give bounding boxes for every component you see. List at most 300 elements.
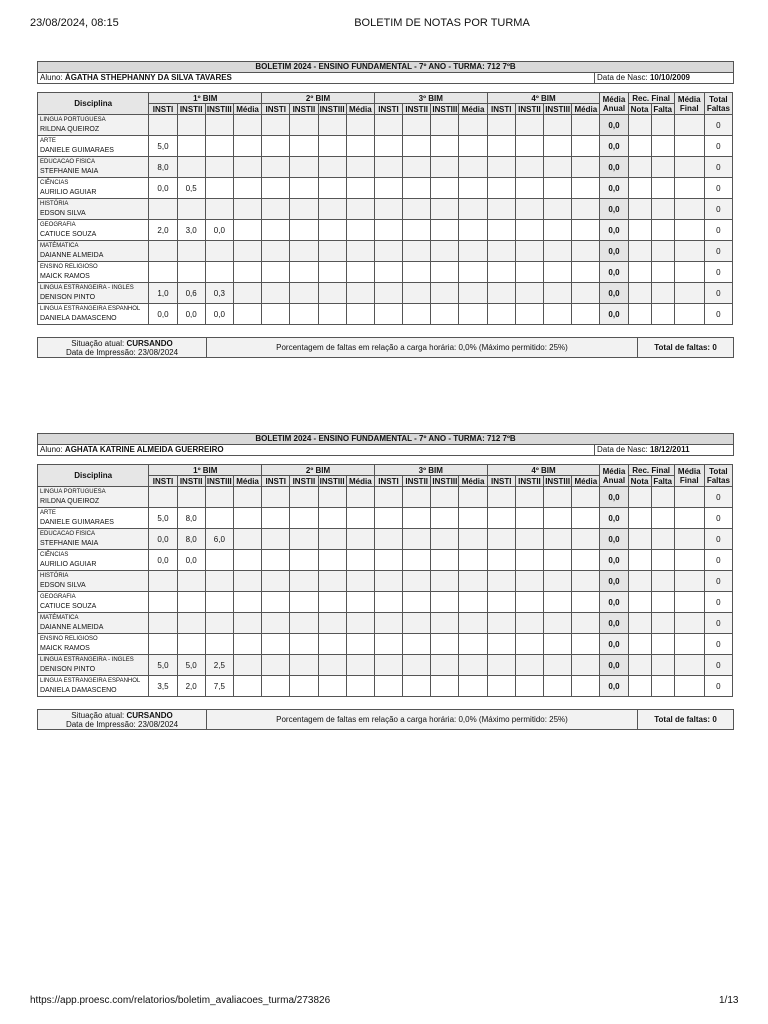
birth-date-label: Data de Nasc: bbox=[597, 445, 648, 454]
grade-cell bbox=[487, 178, 515, 199]
media-anual-line1: Média bbox=[602, 94, 626, 104]
report-info-table bbox=[37, 433, 734, 456]
teacher-name: EDSON SILVA bbox=[40, 582, 86, 589]
grade-cell bbox=[459, 613, 487, 634]
grade-cell: 5,0 bbox=[149, 136, 177, 157]
bim-media-cell bbox=[233, 241, 261, 262]
page-title: BOLETIM DE NOTAS POR TURMA bbox=[354, 17, 530, 29]
subject-row bbox=[38, 592, 733, 613]
media-final-line1: Média bbox=[677, 466, 701, 476]
grade-cell bbox=[374, 592, 402, 613]
teacher-name: DAIANNE ALMEIDA bbox=[40, 624, 104, 631]
footer-page-number: 1/13 bbox=[719, 995, 739, 1006]
bim-media-cell bbox=[233, 487, 261, 508]
grade-cell: 8,0 bbox=[177, 529, 205, 550]
subject-row bbox=[38, 571, 733, 592]
grade-cell bbox=[515, 634, 543, 655]
grade-cell bbox=[318, 529, 346, 550]
media-final-cell bbox=[674, 613, 704, 634]
column-header-disciplina: Disciplina bbox=[38, 465, 149, 487]
column-header-sub: INSTIII bbox=[545, 104, 571, 114]
grade-cell bbox=[515, 613, 543, 634]
subject-cell bbox=[38, 115, 149, 136]
media-final-cell bbox=[674, 634, 704, 655]
grade-cell bbox=[318, 613, 346, 634]
grade-cell: 0,0 bbox=[149, 550, 177, 571]
total-faltas-cell: 0 bbox=[704, 115, 732, 136]
grade-cell bbox=[346, 655, 374, 676]
grade-cell: 5,0 bbox=[177, 655, 205, 676]
grade-cell bbox=[346, 529, 374, 550]
rec-falta-cell bbox=[651, 283, 674, 304]
grade-cell bbox=[205, 487, 233, 508]
teacher-name: CATIUCE SOUZA bbox=[40, 603, 97, 610]
teacher-name: DANIELE GUIMARAES bbox=[40, 147, 114, 154]
rec-falta-cell bbox=[651, 634, 674, 655]
total-faltas-cell: 0 bbox=[704, 529, 732, 550]
footer-url: https://app.proesc.com/relatorios/boletim_avaliacoes_turma/273826 bbox=[30, 995, 331, 1006]
rec-falta-cell bbox=[651, 157, 674, 178]
grades-table bbox=[37, 92, 733, 325]
subject-cell bbox=[38, 157, 149, 178]
subject-cell bbox=[38, 676, 149, 697]
subject-row bbox=[38, 487, 733, 508]
grade-cell bbox=[318, 241, 346, 262]
status-value: CURSANDO bbox=[126, 710, 173, 720]
grade-cell: 0,0 bbox=[149, 529, 177, 550]
grade-cell bbox=[459, 178, 487, 199]
media-anual-cell: 0,0 bbox=[600, 676, 628, 697]
birth-date: 18/12/2011 bbox=[649, 445, 690, 454]
column-header-sub: INSTII bbox=[403, 104, 431, 115]
column-header-rec-final: Rec. Final bbox=[628, 93, 674, 104]
subject-name: LINGUA PORTUGUESA bbox=[40, 489, 106, 495]
grade-cell bbox=[431, 262, 459, 283]
column-header-bimestre: 3º BIM bbox=[374, 93, 487, 104]
grade-cell bbox=[374, 529, 402, 550]
total-faltas-cell: 0 bbox=[704, 613, 732, 634]
grade-cell bbox=[374, 676, 402, 697]
grade-cell bbox=[262, 178, 290, 199]
rec-nota-cell bbox=[628, 115, 651, 136]
column-header-sub: Média bbox=[572, 104, 600, 115]
grade-cell bbox=[205, 241, 233, 262]
grade-cell bbox=[515, 592, 543, 613]
grade-cell bbox=[149, 241, 177, 262]
rec-falta-cell bbox=[651, 220, 674, 241]
grade-cell bbox=[262, 283, 290, 304]
grade-cell bbox=[572, 487, 600, 508]
grade-cell bbox=[149, 199, 177, 220]
grade-cell bbox=[318, 136, 346, 157]
total-absences-cell bbox=[638, 710, 734, 730]
bim-media-cell bbox=[233, 178, 261, 199]
subject-name: EDUCACAO FISICA bbox=[40, 531, 96, 537]
grade-cell bbox=[290, 613, 318, 634]
subject-cell bbox=[38, 634, 149, 655]
grade-cell bbox=[177, 241, 205, 262]
birth-date-cell bbox=[595, 73, 734, 84]
bim-media-cell bbox=[233, 550, 261, 571]
column-header-sub: INSTI bbox=[262, 104, 290, 115]
media-anual-cell: 0,0 bbox=[600, 262, 628, 283]
media-anual-line1: Média bbox=[602, 466, 626, 476]
column-header-sub: INSTI bbox=[149, 104, 177, 115]
grade-cell: 0,0 bbox=[177, 550, 205, 571]
grade-cell bbox=[318, 550, 346, 571]
grade-cell bbox=[318, 655, 346, 676]
grade-cell bbox=[290, 508, 318, 529]
grade-cell bbox=[515, 157, 543, 178]
grade-cell bbox=[515, 115, 543, 136]
teacher-name: MAICK RAMOS bbox=[40, 273, 90, 280]
teacher-name: AURILIO AGUIAR bbox=[40, 561, 97, 568]
grade-cell bbox=[177, 571, 205, 592]
rec-falta-cell bbox=[651, 199, 674, 220]
grade-cell bbox=[262, 157, 290, 178]
grade-cell bbox=[487, 571, 515, 592]
grade-cell: 7,5 bbox=[205, 676, 233, 697]
total-faltas-cell: 0 bbox=[704, 262, 732, 283]
grade-cell bbox=[572, 283, 600, 304]
grade-cell bbox=[459, 508, 487, 529]
media-final-cell bbox=[674, 571, 704, 592]
column-header-sub: INSTI bbox=[149, 476, 177, 487]
rec-falta-cell bbox=[651, 550, 674, 571]
subject-name: MATÉMATICA bbox=[40, 615, 79, 621]
grade-cell bbox=[262, 634, 290, 655]
grade-cell bbox=[515, 241, 543, 262]
grade-cell bbox=[262, 262, 290, 283]
grade-cell bbox=[374, 304, 402, 325]
grade-cell bbox=[262, 220, 290, 241]
grade-cell bbox=[403, 136, 431, 157]
grade-cell bbox=[346, 487, 374, 508]
column-header-bimestre: 2º BIM bbox=[262, 465, 375, 476]
subject-cell bbox=[38, 529, 149, 550]
media-anual-cell: 0,0 bbox=[600, 571, 628, 592]
grade-cell bbox=[149, 487, 177, 508]
grade-cell bbox=[403, 283, 431, 304]
teacher-name: DANIELA DAMASCENO bbox=[40, 315, 117, 322]
rec-nota-cell bbox=[628, 550, 651, 571]
grade-cell bbox=[544, 634, 572, 655]
grade-cell bbox=[346, 304, 374, 325]
subject-row bbox=[38, 508, 733, 529]
bim-media-cell bbox=[233, 592, 261, 613]
rec-nota-cell bbox=[628, 241, 651, 262]
rec-falta-cell bbox=[651, 655, 674, 676]
absence-percentage-text: Porcentagem de faltas em relação a carga horária: 0,0% (Máximo permitido: 25%) bbox=[207, 710, 638, 730]
rec-nota-cell bbox=[628, 676, 651, 697]
grade-cell bbox=[346, 241, 374, 262]
grade-cell bbox=[374, 283, 402, 304]
media-anual-cell: 0,0 bbox=[600, 199, 628, 220]
media-anual-cell: 0,0 bbox=[600, 550, 628, 571]
grade-cell bbox=[290, 220, 318, 241]
column-header-sub: INSTII bbox=[515, 476, 543, 487]
column-header-sub: INSTIII bbox=[319, 476, 345, 486]
total-absences-label: Total de faltas: bbox=[654, 715, 711, 724]
subject-name: ARTE bbox=[40, 510, 56, 516]
teacher-name: CATIUCE SOUZA bbox=[40, 231, 97, 238]
bim-media-cell bbox=[233, 136, 261, 157]
total-faltas-cell: 0 bbox=[704, 283, 732, 304]
grade-cell bbox=[459, 655, 487, 676]
grade-cell bbox=[290, 655, 318, 676]
grade-cell bbox=[572, 136, 600, 157]
grade-cell bbox=[403, 655, 431, 676]
grade-cell bbox=[544, 571, 572, 592]
rec-nota-cell bbox=[628, 529, 651, 550]
grade-cell bbox=[149, 571, 177, 592]
grade-cell bbox=[262, 136, 290, 157]
column-header-media-final bbox=[674, 465, 704, 487]
subject-row bbox=[38, 115, 733, 136]
grade-cell bbox=[205, 571, 233, 592]
grade-cell bbox=[262, 241, 290, 262]
status-table bbox=[37, 337, 734, 358]
grade-cell bbox=[374, 220, 402, 241]
media-final-line1: Média bbox=[677, 94, 701, 104]
student-name-cell bbox=[38, 73, 595, 84]
grade-cell bbox=[149, 634, 177, 655]
total-faltas-cell: 0 bbox=[704, 157, 732, 178]
grade-cell bbox=[544, 508, 572, 529]
subject-cell bbox=[38, 178, 149, 199]
grade-cell bbox=[403, 571, 431, 592]
rec-falta-cell bbox=[651, 676, 674, 697]
media-anual-cell: 0,0 bbox=[600, 529, 628, 550]
subject-cell bbox=[38, 136, 149, 157]
column-header-sub: INSTII bbox=[515, 104, 543, 115]
subject-cell bbox=[38, 199, 149, 220]
grade-cell bbox=[572, 592, 600, 613]
media-anual-cell: 0,0 bbox=[600, 115, 628, 136]
grade-cell bbox=[487, 136, 515, 157]
bim-media-cell bbox=[233, 115, 261, 136]
grade-cell bbox=[290, 283, 318, 304]
grade-cell bbox=[487, 115, 515, 136]
grade-cell bbox=[318, 178, 346, 199]
teacher-name: AURILIO AGUIAR bbox=[40, 189, 97, 196]
total-faltas-cell: 0 bbox=[704, 550, 732, 571]
grade-cell bbox=[515, 550, 543, 571]
grade-cell bbox=[572, 115, 600, 136]
grade-cell bbox=[572, 178, 600, 199]
grade-cell bbox=[290, 199, 318, 220]
grade-cell bbox=[544, 241, 572, 262]
grade-cell bbox=[403, 592, 431, 613]
grade-cell bbox=[318, 199, 346, 220]
subject-cell bbox=[38, 487, 149, 508]
total-faltas-cell: 0 bbox=[704, 676, 732, 697]
grade-cell bbox=[431, 550, 459, 571]
subject-cell bbox=[38, 613, 149, 634]
grade-cell bbox=[572, 508, 600, 529]
bim-media-cell bbox=[233, 220, 261, 241]
grade-cell bbox=[374, 634, 402, 655]
total-faltas-cell: 0 bbox=[704, 220, 732, 241]
grade-cell bbox=[459, 676, 487, 697]
grade-cell: 8,0 bbox=[149, 157, 177, 178]
media-final-cell bbox=[674, 157, 704, 178]
grade-cell bbox=[346, 676, 374, 697]
media-anual-cell: 0,0 bbox=[600, 283, 628, 304]
subject-row bbox=[38, 655, 733, 676]
grade-cell bbox=[544, 655, 572, 676]
media-final-line2: Final bbox=[679, 475, 699, 485]
grade-cell bbox=[318, 262, 346, 283]
grade-cell bbox=[205, 262, 233, 283]
grade-cell bbox=[544, 550, 572, 571]
subject-name: ARTE bbox=[40, 138, 56, 144]
rec-falta-cell bbox=[651, 136, 674, 157]
grade-cell bbox=[431, 529, 459, 550]
grade-cell bbox=[515, 220, 543, 241]
grade-cell bbox=[515, 655, 543, 676]
grade-cell bbox=[346, 136, 374, 157]
grade-cell bbox=[544, 262, 572, 283]
grade-cell bbox=[572, 241, 600, 262]
grade-cell bbox=[318, 283, 346, 304]
grade-cell bbox=[374, 262, 402, 283]
grade-cell bbox=[431, 508, 459, 529]
total-faltas-cell: 0 bbox=[704, 136, 732, 157]
grade-cell bbox=[515, 199, 543, 220]
grade-cell bbox=[346, 262, 374, 283]
grade-cell bbox=[431, 199, 459, 220]
grade-cell bbox=[459, 634, 487, 655]
subject-cell bbox=[38, 283, 149, 304]
rec-falta-cell bbox=[651, 178, 674, 199]
grade-cell: 0,0 bbox=[177, 304, 205, 325]
grade-cell bbox=[290, 304, 318, 325]
grade-cell bbox=[346, 199, 374, 220]
grade-cell bbox=[149, 592, 177, 613]
grade-cell bbox=[544, 613, 572, 634]
grade-cell bbox=[374, 571, 402, 592]
rec-falta-cell bbox=[651, 115, 674, 136]
grade-cell bbox=[572, 199, 600, 220]
grade-cell bbox=[487, 634, 515, 655]
grade-cell bbox=[205, 157, 233, 178]
grade-cell bbox=[262, 529, 290, 550]
media-anual-cell: 0,0 bbox=[600, 304, 628, 325]
grade-cell bbox=[431, 304, 459, 325]
rec-nota-cell bbox=[628, 220, 651, 241]
rec-nota-cell bbox=[628, 136, 651, 157]
total-faltas-cell: 0 bbox=[704, 178, 732, 199]
grade-cell bbox=[318, 592, 346, 613]
subject-cell bbox=[38, 550, 149, 571]
subject-row bbox=[38, 676, 733, 697]
student-report bbox=[37, 61, 733, 358]
rec-nota-cell bbox=[628, 157, 651, 178]
total-absences-cell bbox=[638, 338, 734, 358]
student-name: ÁGATHA STHEPHANNY DA SILVA TAVARES bbox=[64, 73, 232, 82]
rec-falta-cell bbox=[651, 613, 674, 634]
column-header-sub: Média bbox=[233, 476, 261, 487]
media-anual-line2: Anual bbox=[602, 103, 626, 113]
media-anual-cell: 0,0 bbox=[600, 487, 628, 508]
column-header-sub: INSTIII bbox=[432, 476, 458, 486]
media-anual-cell: 0,0 bbox=[600, 136, 628, 157]
grade-cell bbox=[572, 676, 600, 697]
birth-date-cell bbox=[595, 445, 734, 456]
grade-cell bbox=[544, 529, 572, 550]
status-table bbox=[37, 709, 734, 730]
teacher-name: MAICK RAMOS bbox=[40, 645, 90, 652]
grade-cell: 3,0 bbox=[177, 220, 205, 241]
media-final-cell bbox=[674, 241, 704, 262]
bim-media-cell bbox=[233, 571, 261, 592]
column-header-sub: INSTIII bbox=[545, 476, 571, 486]
column-header-sub: INSTIII bbox=[206, 476, 232, 486]
column-header-media-anual bbox=[600, 465, 628, 487]
grade-cell: 0,5 bbox=[177, 178, 205, 199]
subject-name: LINGUA ESTRANGEIRA - INGLES bbox=[40, 657, 134, 663]
total-faltas-line2: Faltas bbox=[706, 103, 730, 113]
bim-media-cell bbox=[233, 634, 261, 655]
total-faltas-cell: 0 bbox=[704, 634, 732, 655]
grade-cell: 2,0 bbox=[177, 676, 205, 697]
grade-cell bbox=[290, 529, 318, 550]
grade-cell bbox=[431, 592, 459, 613]
grade-cell bbox=[515, 262, 543, 283]
column-header-total-faltas bbox=[704, 465, 732, 487]
media-anual-cell: 0,0 bbox=[600, 508, 628, 529]
column-header-sub: INSTI bbox=[374, 104, 402, 115]
subject-name: ENSINO RELIGIOSO bbox=[40, 636, 98, 642]
subject-row bbox=[38, 178, 733, 199]
grade-cell bbox=[290, 487, 318, 508]
rec-nota-cell bbox=[628, 487, 651, 508]
grade-cell bbox=[346, 613, 374, 634]
column-header-sub: Média bbox=[233, 104, 261, 115]
grade-cell bbox=[262, 655, 290, 676]
subject-row bbox=[38, 136, 733, 157]
rec-nota-cell bbox=[628, 199, 651, 220]
grade-cell bbox=[318, 487, 346, 508]
grade-cell bbox=[544, 136, 572, 157]
grade-cell bbox=[572, 220, 600, 241]
grade-cell bbox=[346, 157, 374, 178]
grade-cell bbox=[544, 304, 572, 325]
column-header-sub: INSTIII bbox=[319, 104, 345, 114]
grade-cell bbox=[487, 550, 515, 571]
bim-media-cell bbox=[233, 613, 261, 634]
grade-cell bbox=[487, 199, 515, 220]
grade-cell bbox=[374, 655, 402, 676]
grade-cell bbox=[544, 283, 572, 304]
status-label: Situação atual: bbox=[71, 710, 125, 720]
grade-cell bbox=[515, 508, 543, 529]
bim-media-cell bbox=[233, 529, 261, 550]
status-cell bbox=[38, 338, 207, 358]
media-anual-cell: 0,0 bbox=[600, 592, 628, 613]
teacher-name: DENISON PINTO bbox=[40, 294, 96, 301]
grade-cell bbox=[346, 634, 374, 655]
grade-cell bbox=[544, 199, 572, 220]
subject-name: HISTÓRIA bbox=[40, 201, 69, 207]
grade-cell bbox=[544, 115, 572, 136]
grade-cell bbox=[290, 262, 318, 283]
column-header-sub: Média bbox=[346, 104, 374, 115]
column-header-rec-nota: Nota bbox=[628, 104, 651, 115]
grade-cell bbox=[290, 115, 318, 136]
column-header-bimestre: 4º BIM bbox=[487, 465, 600, 476]
